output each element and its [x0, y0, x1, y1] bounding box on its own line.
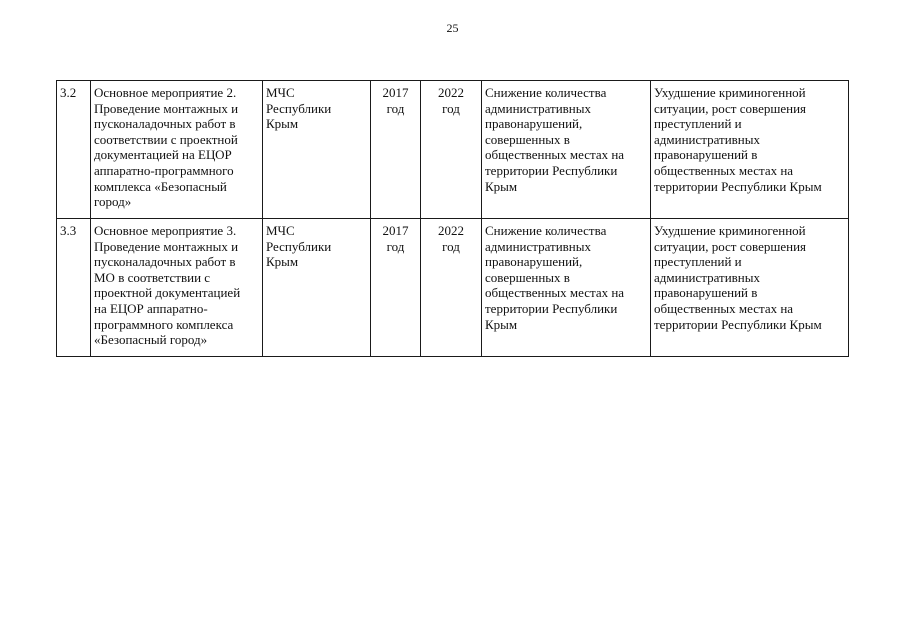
executor-line: МЧС: [266, 223, 295, 238]
start-year-value: 2017: [382, 85, 409, 100]
event-line: программного комплекса: [94, 316, 234, 332]
consequences-cell: [651, 219, 849, 357]
result-cell: [482, 81, 651, 219]
end-year-cell: [421, 81, 482, 219]
event-line: Основное мероприятие 2.: [94, 85, 237, 100]
event-line: документацией на ЕЦОР: [94, 147, 232, 163]
result-line: общественных местах на: [485, 285, 625, 301]
row-number: 3.2: [57, 81, 91, 219]
event-line: аппаратно-программного: [94, 162, 234, 178]
consequences-line: административных: [654, 131, 760, 147]
consequences-line: ситуации, рост совершения: [654, 100, 807, 116]
executor-line: Республики: [266, 238, 332, 254]
start-year-cell: [371, 219, 421, 357]
result-line: правонарушений,: [485, 116, 583, 132]
event-line: пусконаладочных работ в: [94, 254, 236, 270]
consequences-line: правонарушений в: [654, 285, 758, 301]
result-line: административных: [485, 100, 591, 116]
consequences-line: Ухудшение криминогенной: [654, 85, 806, 100]
table-row: [57, 81, 849, 219]
event-line: «Безопасный город»: [94, 332, 208, 348]
measures-table: [56, 80, 849, 357]
start-year-value: 2017: [382, 223, 409, 238]
event-line: Проведение монтажных и: [94, 100, 239, 116]
event-line: комплекса «Безопасный: [94, 178, 227, 194]
consequences-line: правонарушений в: [654, 147, 758, 163]
event-line: МО в соответствии с: [94, 269, 211, 285]
event-line: Основное мероприятие 3.: [94, 223, 237, 238]
event-line: на ЕЦОР аппаратно-: [94, 300, 208, 316]
executor-line: МЧС: [266, 85, 295, 100]
table-row: [57, 219, 849, 357]
end-year-cell: [421, 219, 482, 357]
result-line: совершенных в: [485, 269, 570, 285]
row-number: 3.3: [57, 219, 91, 357]
event-line: город»: [94, 194, 132, 210]
consequences-line: территории Республики Крым: [654, 178, 822, 194]
executor-line: Крым: [266, 254, 299, 270]
result-line: территории Республики: [485, 300, 618, 316]
consequences-line: преступлений и: [654, 254, 742, 270]
result-line: общественных местах на: [485, 147, 625, 163]
result-line: Крым: [485, 316, 518, 332]
result-cell: [482, 219, 651, 357]
consequences-line: общественных местах на: [654, 300, 794, 316]
event-line: проектной документацией: [94, 285, 241, 301]
consequences-line: Ухудшение криминогенной: [654, 223, 806, 238]
consequences-line: административных: [654, 269, 760, 285]
executor-line: Крым: [266, 116, 299, 132]
executor-cell: [263, 81, 371, 219]
consequences-cell: [651, 81, 849, 219]
result-line: Снижение количества: [485, 85, 607, 100]
page-number: 25: [446, 21, 459, 35]
event-line: соответствии с проектной: [94, 131, 238, 147]
result-line: Снижение количества: [485, 223, 607, 238]
consequences-line: общественных местах на: [654, 162, 794, 178]
result-line: совершенных в: [485, 131, 570, 147]
consequences-line: ситуации, рост совершения: [654, 238, 807, 254]
end-year-value: 2022: [438, 223, 464, 238]
event-cell: [91, 219, 263, 357]
executor-cell: [263, 219, 371, 357]
result-line: Крым: [485, 178, 518, 194]
start-year-cell: [371, 81, 421, 219]
event-cell: [91, 81, 263, 219]
result-line: территории Республики: [485, 162, 618, 178]
start-year-unit: год: [386, 100, 405, 116]
end-year-unit: год: [442, 238, 460, 254]
event-line: пусконаладочных работ в: [94, 116, 236, 132]
end-year-value: 2022: [438, 85, 464, 100]
end-year-unit: год: [442, 100, 460, 116]
event-line: Проведение монтажных и: [94, 238, 239, 254]
start-year-unit: год: [386, 238, 405, 254]
executor-line: Республики: [266, 100, 332, 116]
result-line: правонарушений,: [485, 254, 583, 270]
consequences-line: преступлений и: [654, 116, 742, 132]
result-line: административных: [485, 238, 591, 254]
consequences-line: территории Республики Крым: [654, 316, 822, 332]
